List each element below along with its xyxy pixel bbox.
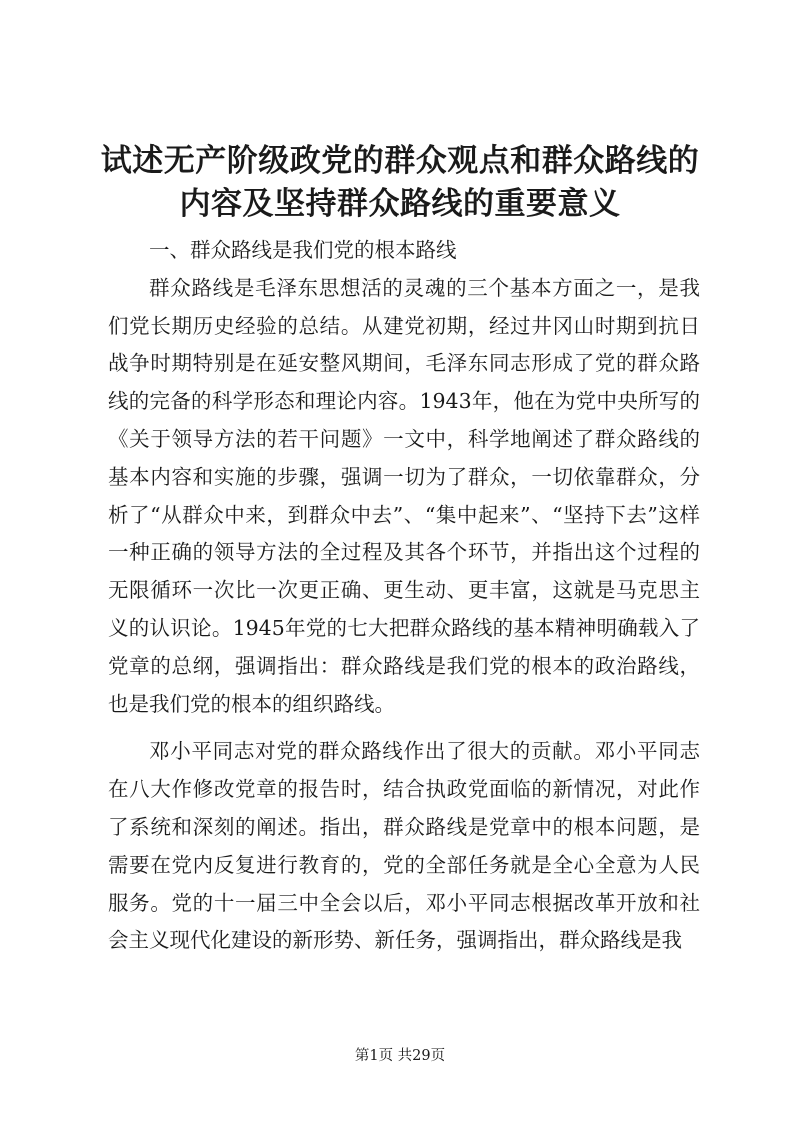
- body-paragraph: 邓小平同志对党的群众路线作出了很大的贡献。邓小平同志在八大作修改党章的报告时，结合执政党面临的新情况，对此作了系统和深刻的阐述。指出，群众路线是党章中的根本问题，是需要在党内反复进行教育的，党的全部任务就是全心全意为人民服务。党的十一届三中全会以后，邓小平同志根据改革开放和社会主义现代化建设的新形势、新任务，强调指出，群众路线是我: [108, 739, 700, 953]
- section-heading: 一、群众路线是我们党的根本路线: [149, 238, 457, 262]
- body-paragraph: 群众路线是毛泽东思想活的灵魂的三个基本方面之一，是我们党长期历史经验的总结。从建党初期，经过井冈山时期到抗日战争时期特别是在延安整风期间，毛泽东同志形成了党的群众路线的完备的科学形态和理论内容。1943年，他在为党中央所写的《关于领导方法的若干问题》一文中，科学地阐述了群众路线的基本内容和实施的步骤，强调一切为了群众，一切依靠群众，分析了“从群众中来，到群众中去”、“集中起来”、“坚持下去”这样一种正确的领导方法的全过程及其各个环节，并指出这个过程的无限循环一次比一次更正确、更生动、更丰富，这就是马克思主义的认识论。1945年党的七大把群众路线的基本精神明确载入了党章的总纲，强调指出：群众路线是我们党的根本的政治路线，也是我们党的根本的组织路线。: [108, 275, 700, 716]
- document-body: [108, 232, 700, 970]
- page-indicator: 第1页 共29页: [354, 1048, 446, 1064]
- document-title: 试述无产阶级政党的群众观点和群众路线的内容及坚持群众路线的重要意义: [100, 143, 700, 222]
